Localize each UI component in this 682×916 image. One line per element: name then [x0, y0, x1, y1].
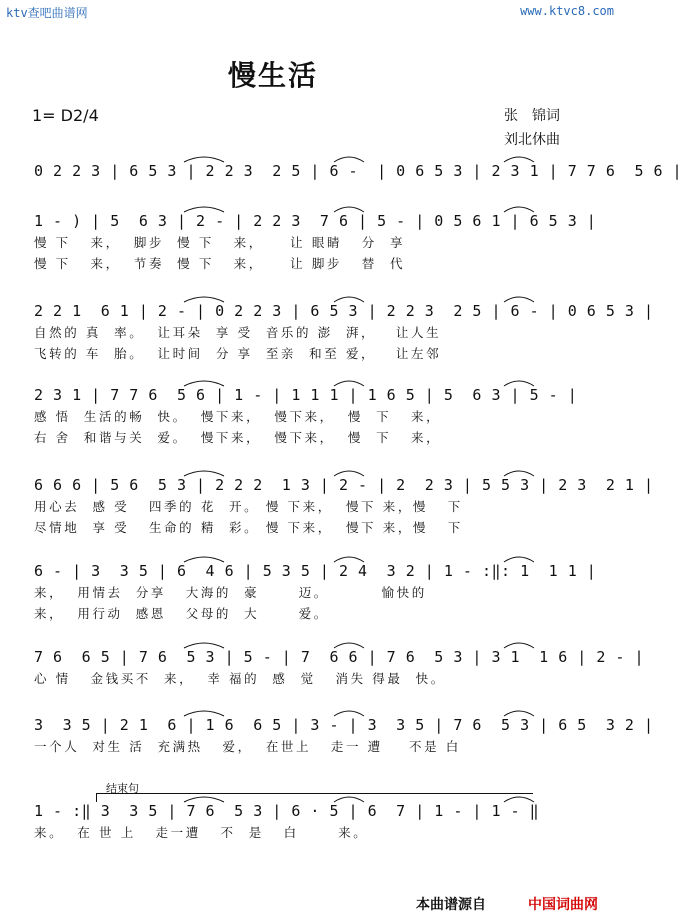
score-system [34, 474, 654, 538]
lyric-line: 尽情地 享 受 生命的 精 彩。 慢 下来， 慢下 来，慢 下 [34, 520, 463, 535]
watermark-right: www.ktvc8.com [520, 4, 614, 18]
notation-line: 6 - | 3 3 5 | 6 4 6 | 5 3 5 | 2 4 3 2 | 1 - :‖: 1 1 1 | [34, 562, 597, 580]
score-system [34, 714, 654, 757]
notation-line: 2 3 1 | 7 7 6 5 6 | 1 - | 1 1 1 | 1 6 5 | 5 6 3 | 5 - | [34, 386, 578, 404]
lyric-line: 感 悟 生活的畅 快。 慢下来， 慢下来， 慢 下 来， [34, 409, 442, 424]
lyric-line: 心 情 金钱买不 来， 幸 福的 感 觉 消失 得最 快。 [34, 671, 446, 686]
lyric-line: 慢 下 来， 脚步 慢 下 来， 让 眼睛 分 享 [34, 235, 406, 250]
credits [504, 104, 560, 152]
lyric-line: 慢 下 来， 节奏 慢 下 来， 让 脚步 替 代 [34, 256, 406, 271]
key-signature: 1= D2/4 [32, 106, 99, 125]
score-system [34, 384, 586, 448]
notation-line: 1 - :‖ 3 3 5 | 7 6 5 3 | 6 · 5 | 6 7 | 1 - | 1 - ‖ [34, 802, 540, 820]
watermark-left: ktv查吧曲谱网 [6, 6, 88, 20]
notation-line: 0 2 2 3 | 6 5 3 | 2 2 3 2 5 | 6 - | 0 6 5 3 | 2 3 1 | 7 7 6 5 6 | [34, 162, 682, 180]
footer-source: 本曲谱源自 [416, 897, 486, 913]
score-system [34, 160, 682, 182]
footer-site: 中国词曲网 [528, 897, 598, 913]
composer-credit: 刘北休曲 [504, 132, 560, 148]
song-title: 慢生活 [228, 59, 319, 92]
ending-bracket [96, 793, 533, 802]
lyric-line: 飞转的 车 胎。 让时间 分 享 至亲 和至 爱， 让左邻 [34, 346, 442, 361]
notation-line: 7 6 6 5 | 7 6 5 3 | 5 - | 7 6 6 | 7 6 5 3 | 3 1 1 6 | 2 - | [34, 648, 644, 666]
score-system [34, 800, 586, 843]
ending-label: 结束句 [106, 782, 139, 795]
lyric-line: 来。 在 世 上 走一遭 不 是 白 来。 [34, 825, 369, 840]
lyric-line: 自然的 真 率。 让耳朵 享 受 音乐的 澎 湃， 让人生 [34, 325, 442, 340]
score-system [34, 210, 597, 274]
notation-line: 2 2 1 6 1 | 2 - | 0 2 2 3 | 6 5 3 | 2 2 3 2 5 | 6 - | 0 6 5 3 | [34, 302, 654, 320]
notation-line: 1 - ) | 5 6 3 | 2 - | 2 2 3 7 6 | 5 - | 0 5 6 1 | 6 5 3 | [34, 212, 597, 230]
lyric-line: 来， 用情去 分享 大海的 豪 迈。 愉快的 [34, 585, 427, 600]
lyric-line: 来， 用行动 感恩 父母的 大 爱。 [34, 606, 329, 621]
lyricist-credit: 张 锦词 [504, 108, 560, 124]
notation-line: 6 6 6 | 5 6 5 3 | 2 2 2 1 3 | 2 - | 2 2 3 | 5 5 3 | 2 3 2 1 | [34, 476, 654, 494]
lyric-line: 一个人 对生 活 充满热 爱， 在世上 走一 遭 不是 白 [34, 739, 461, 754]
score-system [34, 646, 644, 689]
lyric-line: 右 舍 和谐与关 爱。 慢下来， 慢下来， 慢 下 来， [34, 430, 442, 445]
score-system [34, 300, 654, 364]
lyric-line: 用心去 感 受 四季的 花 开。 慢 下来， 慢下 来，慢 下 [34, 499, 463, 514]
score-system [34, 560, 597, 624]
notation-line: 3 3 5 | 2 1 6 | 1 6 6 5 | 3 - | 3 3 5 | 7 6 5 3 | 6 5 3 2 | [34, 716, 654, 734]
